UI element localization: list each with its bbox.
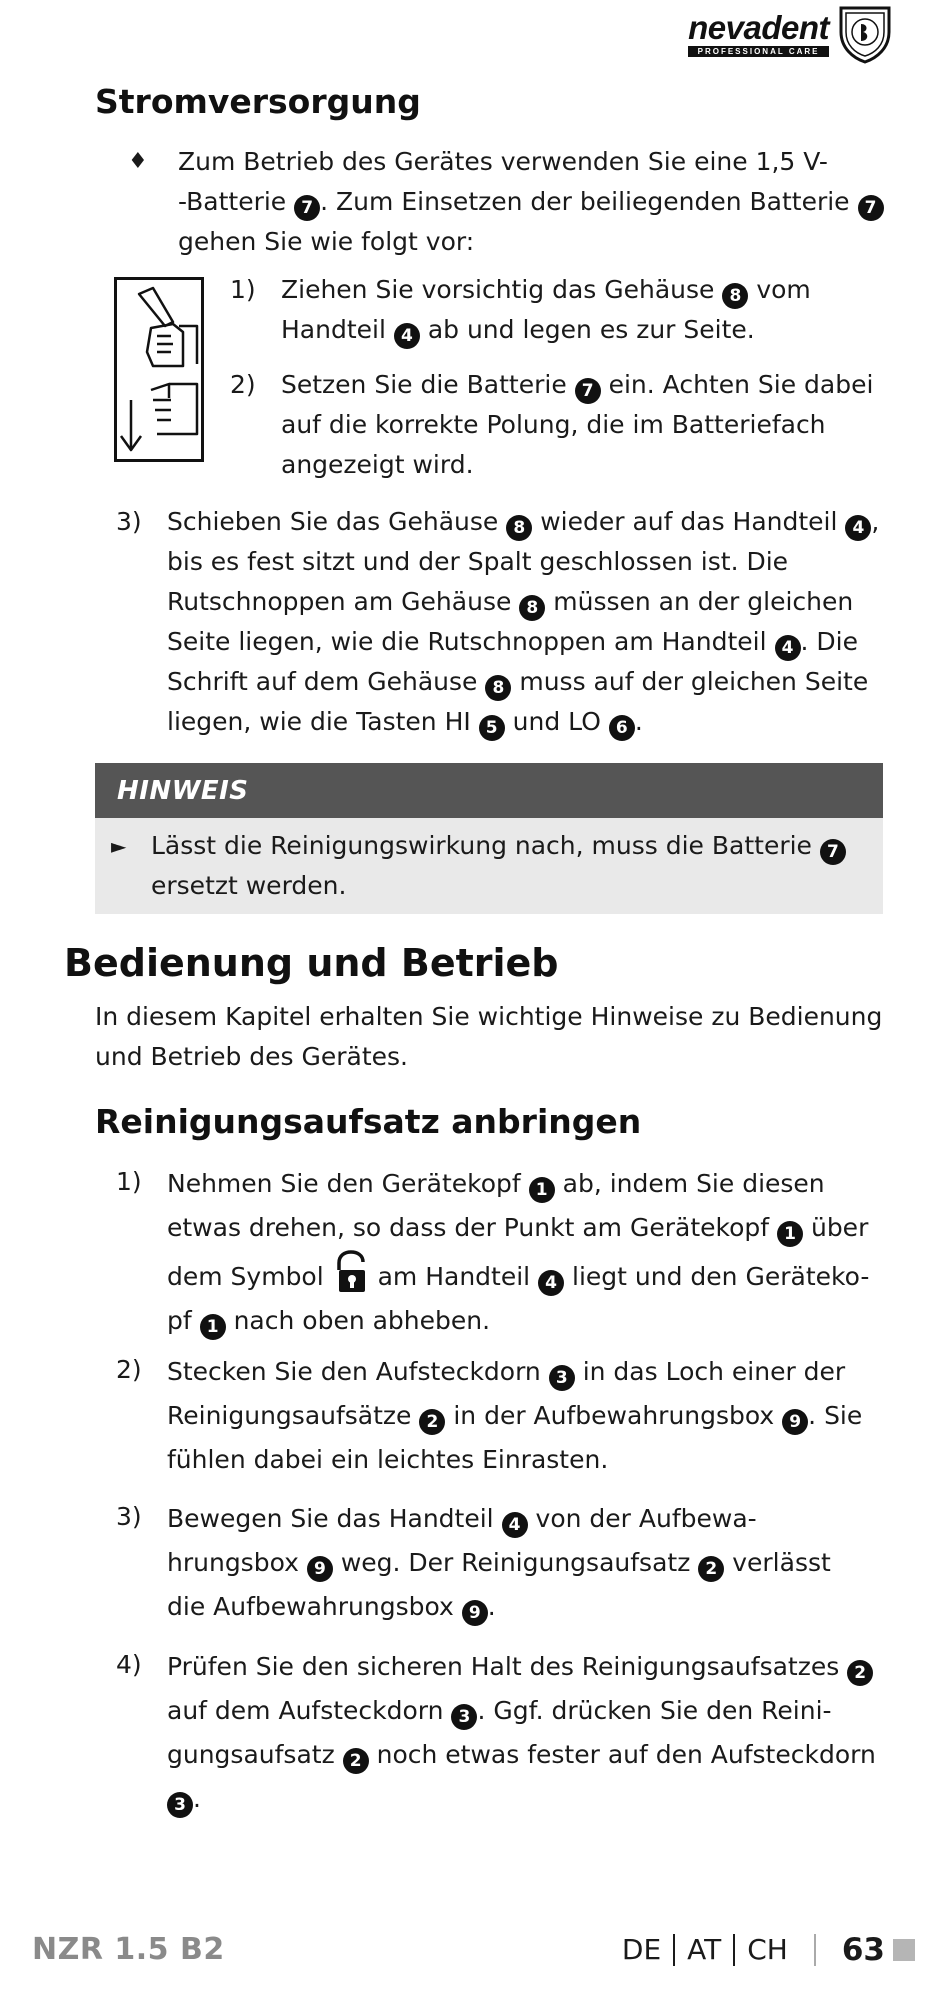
note-header <box>95 763 883 818</box>
shield-icon <box>835 4 895 64</box>
chapter-title: Bedienung und Betrieb <box>64 941 559 985</box>
attach-step-1: Nehmen Sie den Gerätekopf 1 ab, indem Sie diesen etwas drehen, so dass der Punkt am Gerätekopf 1 über dem Symbol am Handteil 4 liegt und den Geräteko- pf 1 nach oben abheben. <box>167 1162 869 1343</box>
step-number: 2) <box>230 370 256 399</box>
step-3-text: Schieben Sie das Gehäuse 8 wieder auf das Handteil 4 , bis es fest sitzt und der Spalt geschlossen ist. Die Rutschnoppen am Gehäuse 8 müssen an der gleichen Seite liegen, wie die Rutschnoppen am Handteil 4 . Die Schrift auf dem Gehäuse 8 muss auf der gleichen Seite liegen, wie die Tasten HI 5 und LO 6 . <box>167 502 879 742</box>
brand-name: nevadent <box>688 9 829 46</box>
footer-model: NZR 1.5 B2 <box>32 1932 225 1967</box>
locale-ch: CH <box>747 1933 788 1966</box>
page-marker-square <box>893 1939 915 1961</box>
brand-logo <box>688 4 895 64</box>
step-1-text: Ziehen Sie vorsichtig das Gehäuse 8 vom Handteil 4 ab und legen es zur Seite. <box>281 270 811 350</box>
attach-step-4: Prüfen Sie den sicheren Halt des Reinigungsaufsatzes 2 auf dem Aufsteckdorn 3 . Ggf. drücken Sie den Reini- gungsaufsatz 2 noch etwas fester auf den Aufsteckdorn 3 . <box>167 1645 876 1821</box>
power-intro: Zum Betrieb des Gerätes verwenden Sie eine 1,5 V- -Batterie 7 . Zum Einsetzen der beiliegenden Batterie 7 gehen Sie wie folgt vor: <box>178 142 884 262</box>
locale-at: AT <box>687 1933 722 1966</box>
bullet-diamond-icon: ♦ <box>128 149 148 174</box>
locale-de: DE <box>621 1933 662 1966</box>
battery-illustration <box>114 277 204 462</box>
attach-step-3: Bewegen Sie das Handteil 4 von der Aufbewa- hrungsbox 9 weg. Der Reinigungsaufsatz 2 verlässt die Aufbewahrungsbox 9 . <box>167 1497 831 1629</box>
step-number: 3) <box>116 507 142 536</box>
step-2-text: Setzen Sie die Batterie 7 ein. Achten Sie dabei auf die korrekte Polung, die im Batteriefach angezeigt wird. <box>281 370 874 479</box>
note-title: HINWEIS <box>117 776 249 806</box>
chapter-intro: In diesem Kapitel erhalten Sie wichtige Hinweise zu Bedienung und Betrieb des Gerätes. <box>95 1002 883 1071</box>
step-number: 3) <box>116 1502 142 1531</box>
brand-tagline: PROFESSIONAL CARE <box>688 46 829 57</box>
step-number: 4) <box>116 1650 142 1679</box>
section-title-stromversorgung: Stromversorgung <box>95 82 421 121</box>
note-text: Lässt die Reinigungswirkung nach, muss die Batterie 7 ersetzt werden. <box>151 826 846 906</box>
attach-step-2: Stecken Sie den Aufsteckdorn 3 in das Loch einer der Reinigungsaufsätze 2 in der Aufbewahrungsbox 9 . Sie fühlen dabei ein leichtes Einrasten. <box>167 1357 863 1474</box>
step-number: 1) <box>230 275 256 304</box>
step-number: 1) <box>116 1167 142 1196</box>
step-number: 2) <box>116 1355 142 1384</box>
footer-locales <box>622 1930 915 1970</box>
page-number: 63 <box>841 1932 885 1968</box>
arrow-right-icon: ► <box>111 834 127 858</box>
note-body <box>95 818 883 914</box>
unlock-icon <box>334 1250 368 1294</box>
section-title-reinigungsaufsatz: Reinigungsaufsatz anbringen <box>95 1102 642 1141</box>
hand-removing-cover-icon <box>117 280 201 459</box>
